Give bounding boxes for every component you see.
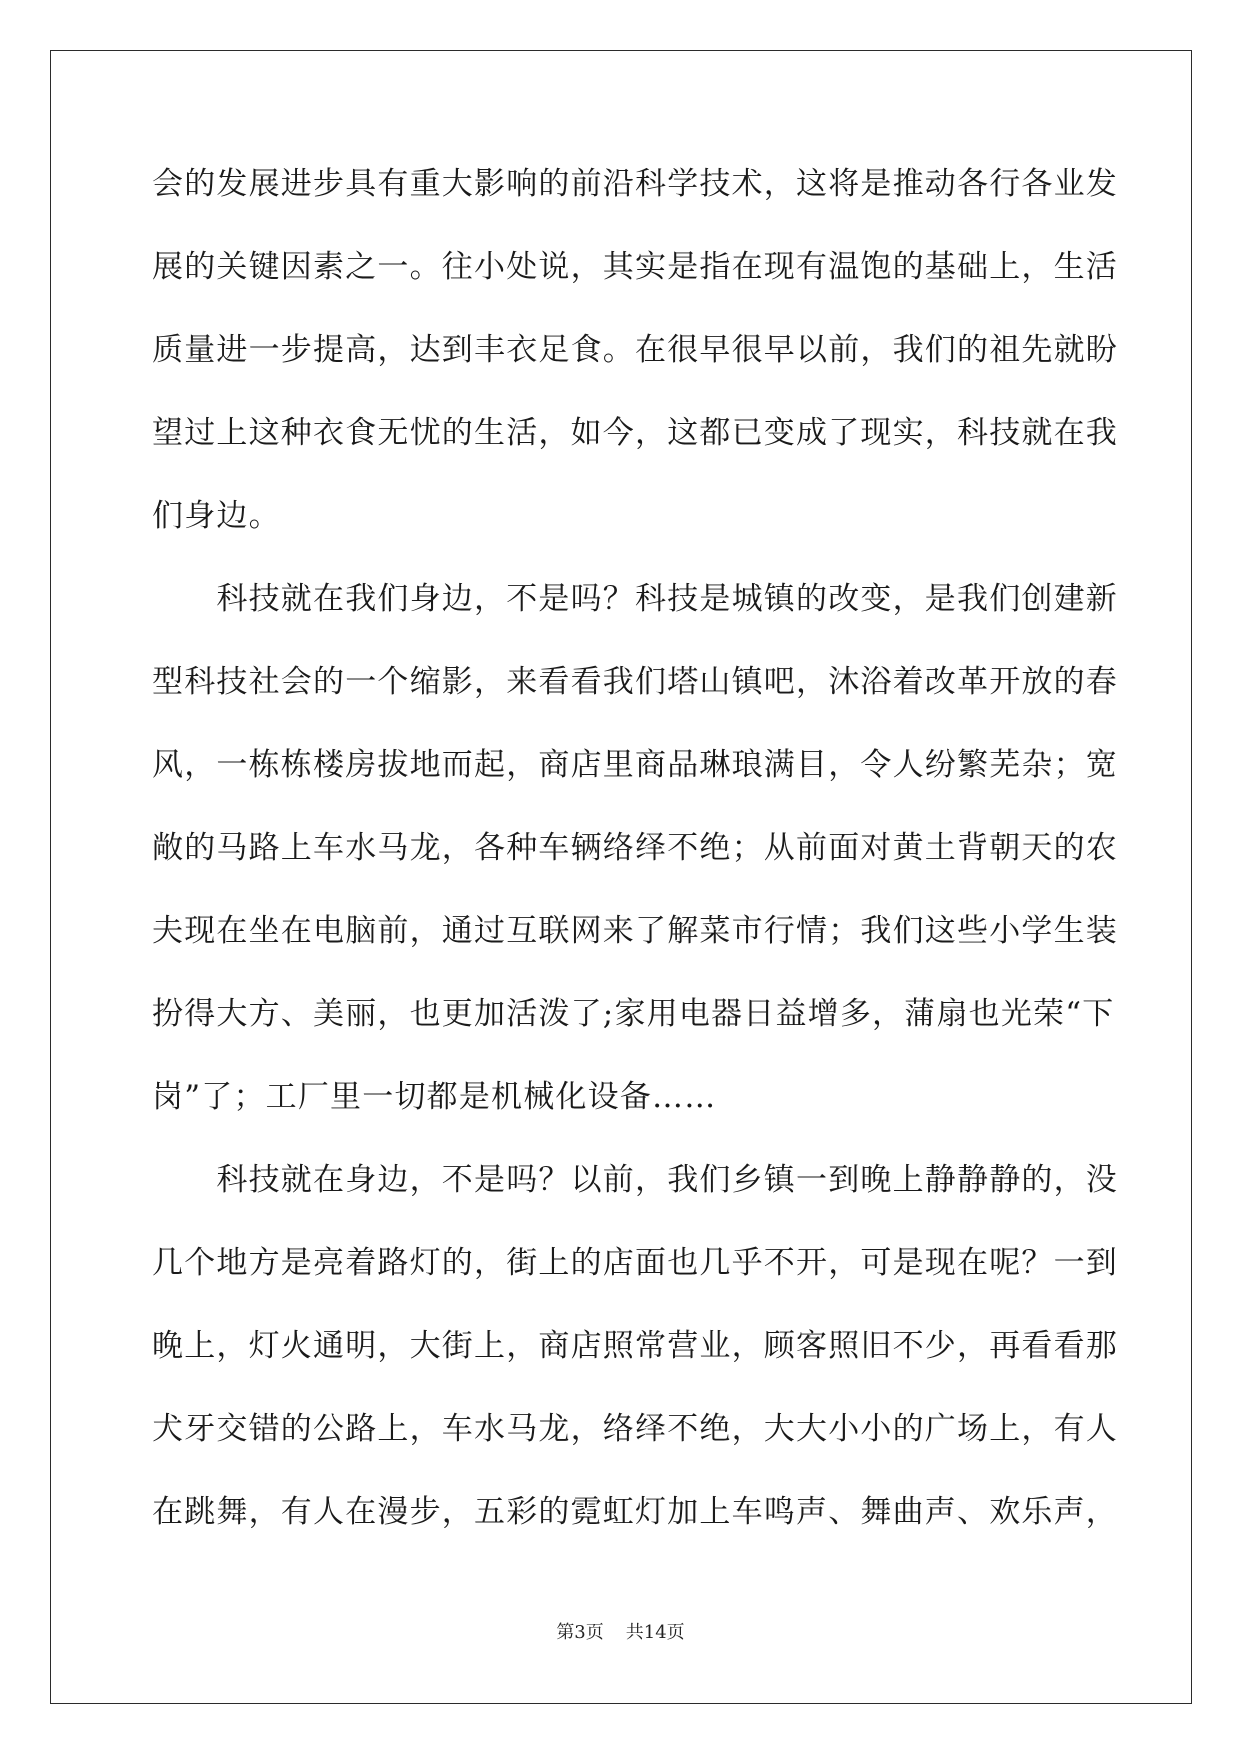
text-line: 夫现在坐在电脑前，通过互联网来了解菜市行情；我们这些小学生装: [152, 913, 1118, 949]
page-footer: [0, 1618, 1241, 1644]
text-line: 型科技社会的一个缩影，来看看我们塔山镇吧，沐浴着改革开放的春: [152, 664, 1118, 700]
document-body: [152, 156, 1118, 1567]
text-line: 犬牙交错的公路上，车水马龙，络绎不绝，大大小小的广场上，有人: [152, 1411, 1118, 1447]
text-line: 敞的马路上车水马龙，各种车辆络绎不绝；从前面对黄土背朝天的农: [152, 830, 1118, 866]
text-line: 风，一栋栋楼房拔地而起，商店里商品琳琅满目，令人纷繁芜杂；宽: [152, 747, 1118, 783]
text-line: 岗”了；工厂里一切都是机械化设备……: [152, 1079, 717, 1115]
text-line: 扮得大方、美丽，也更加活泼了;家用电器日益增多，蒲扇也光荣“下: [152, 996, 1115, 1032]
text-line: 几个地方是亮着路灯的，街上的店面也几乎不开，可是现在呢？一到: [152, 1245, 1118, 1281]
text-line: 们身边。: [152, 498, 281, 534]
text-line: 科技就在我们身边，不是吗？科技是城镇的改变，是我们创建新: [152, 581, 1118, 617]
page-number: 第3页: [556, 1622, 604, 1643]
text-line: 在跳舞，有人在漫步，五彩的霓虹灯加上车鸣声、舞曲声、欢乐声，: [152, 1494, 1118, 1530]
text-line: 质量进一步提高，达到丰衣足食。在很早很早以前，我们的祖先就盼: [152, 332, 1118, 368]
text-line: 科技就在身边，不是吗？以前，我们乡镇一到晚上静静静的，没: [152, 1162, 1118, 1198]
page-total: 共14页: [625, 1622, 685, 1643]
text-line: 望过上这种衣食无忧的生活，如今，这都已变成了现实，科技就在我: [152, 415, 1118, 451]
text-line: 晚上，灯火通明，大街上，商店照常营业，顾客照旧不少，再看看那: [152, 1328, 1118, 1364]
text-line: 展的关键因素之一。往小处说，其实是指在现有温饱的基础上，生活: [152, 249, 1118, 285]
text-line: 会的发展进步具有重大影响的前沿科学技术，这将是推动各行各业发: [152, 166, 1118, 202]
